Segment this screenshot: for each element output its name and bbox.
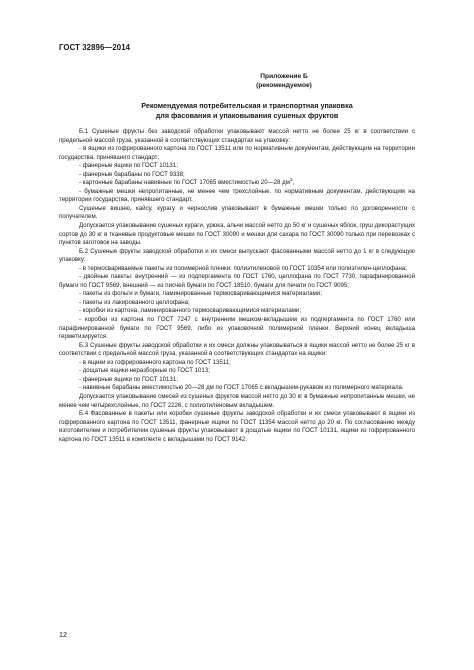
list-item: - фанерные ящики по ГОСТ 10131; <box>79 162 178 170</box>
list-item: - в термосвариваемые пакеты из полимерной пленки: полиэтиленовой по ГОСТ 10354 или полиэтилен-целлофана; <box>79 264 407 272</box>
document-body <box>59 128 415 444</box>
list-item: - коробки из картона по ГОСТ 7247 с внутренним мешком-вкладышем из подпергамента по ГОСТ 1760 или парафинированной бумаги по ГОСТ 9569, либо из упаковочной полимерной пленки. Верхний конец вкладыша герметизируется. <box>59 316 415 341</box>
paragraph-b4: Б.4 Фасованные в пакеты или коробки сушеные фрукты заводской обработки и их смеси упаковывают в ящики из гофрированного картона по ГОСТ 13511, фанерные ящики по ГОСТ 11354 массой нетто до 20 кг. По согласованию между изготовителем и потребителем сушеные фрукты упаковывают в дощатые ящики по ГОСТ 10131, ящики из гофрированного картона по ГОСТ 13511 в комплекте с вкладышами по ГОСТ 9142. <box>59 410 415 443</box>
section-title-line1: Рекомендуемая потребительская и транспортная упаковка <box>141 101 353 110</box>
list-item: - фанерные ящики по ГОСТ 10131; <box>79 375 178 383</box>
list-item: - бумажные мешки непропитанные, не менее чем трехслойные, по нормативным документам, действующим на территории государства, принявшего стандарт. <box>59 187 415 204</box>
list-item: - коробки из картона, ламинированного термосваривающимися материалами; <box>79 307 302 315</box>
paragraph: Допускается упаковывание смесей из сушеных фруктов массой нетто до 30 кг в бумажные непропитанные мешки, не менее чем четырехслойные, по ГОСТ 2226, с полиэтиленовым вкладышем. <box>59 392 415 409</box>
appendix-status: (рекомендуемое) <box>256 81 312 89</box>
page-number: 12 <box>59 630 67 639</box>
paragraph: Сушеные вишню, кайсу, курагу и чернослив упаковывают в бумажные мешки только по договоренности с получателем. <box>59 204 415 221</box>
section-title <box>0 101 474 120</box>
appendix-title: Приложение Б <box>260 73 308 80</box>
paragraph: Допускается упаковывание сушеных кураги, урюка, альчи массой нетто до 50 кг и сушеных яблок, груш дикорастущих сортов до 30 кг в тканевые продуктовые мешки по ГОСТ 30090 и мешки для сахара по ГОСТ 30090 только при перевозках с пунктов заготовок на заводы. <box>59 222 415 247</box>
paragraph-b2: Б.2 Сушеные фрукты заводской обработки и их смеси выпускают фасованными массой нетто до 1 кг в следующую упаковку: <box>59 247 415 264</box>
list-item: - фанерные барабаны по ГОСТ 9338; <box>79 170 185 178</box>
list-item: - в ящики из гофрированного картона по ГОСТ 13511; <box>79 358 231 366</box>
list-item: - в ящики из гофрированного картона по ГОСТ 13511 или по нормативным документам, действующим на территории государства, принявшего стандарт; <box>59 145 415 161</box>
list-item: - пакеты из фольги и бумаги, ламинированные термосваривающимися материалами; <box>79 290 322 298</box>
list-item: - картонные барабаны навивные по ГОСТ 17065 вместимостью 20—28 $дм^3$; <box>79 177 295 187</box>
list-item: - двойные пакеты: внутренний — из подпергамента по ГОСТ 1760, целлофана по ГОСТ 7730, парафинированной бумаги по ГОСТ 9569, внешний — из писчей бумаги по ГОСТ 18510, бумаги для печати по ГОСТ 9095; <box>59 273 415 289</box>
appendix-heading <box>0 73 474 90</box>
list-item: - дощатые ящики неразборные по ГОСТ 1013; <box>79 367 210 375</box>
section-title-line2: для фасования и упаковывания сушеных фруктов <box>155 110 339 120</box>
list-item: - навивные барабаны вместимостью 20—28 дм по ГОСТ 17065 с вкладышем-рукавом из полимерного материала. <box>79 384 404 392</box>
list-item: - пакеты из лакированного целлофана; <box>79 298 190 306</box>
paragraph-b1: Б.1 Сушеные фрукты без заводской обработки упаковывают массой нетто не более 25 кг в соответствии с предельной массой груза, указанной в соответствующих стандартах на упаковку: <box>59 128 415 144</box>
standard-header: ГОСТ 32896—2014 <box>59 43 131 52</box>
list-item-text: - картонные барабаны навивные по ГОСТ 17065 вместимостью 20—28 дм <box>79 179 290 187</box>
superscript: 3 <box>289 177 293 183</box>
paragraph-b3: Б.3 Сушеные фрукты заводской обработки и их смеси должны упаковываться в ящики массой нетто не более 25 кг в соответствии с предельной массой груза, указанной в соответствующих стандартах на ящики: <box>59 341 415 358</box>
